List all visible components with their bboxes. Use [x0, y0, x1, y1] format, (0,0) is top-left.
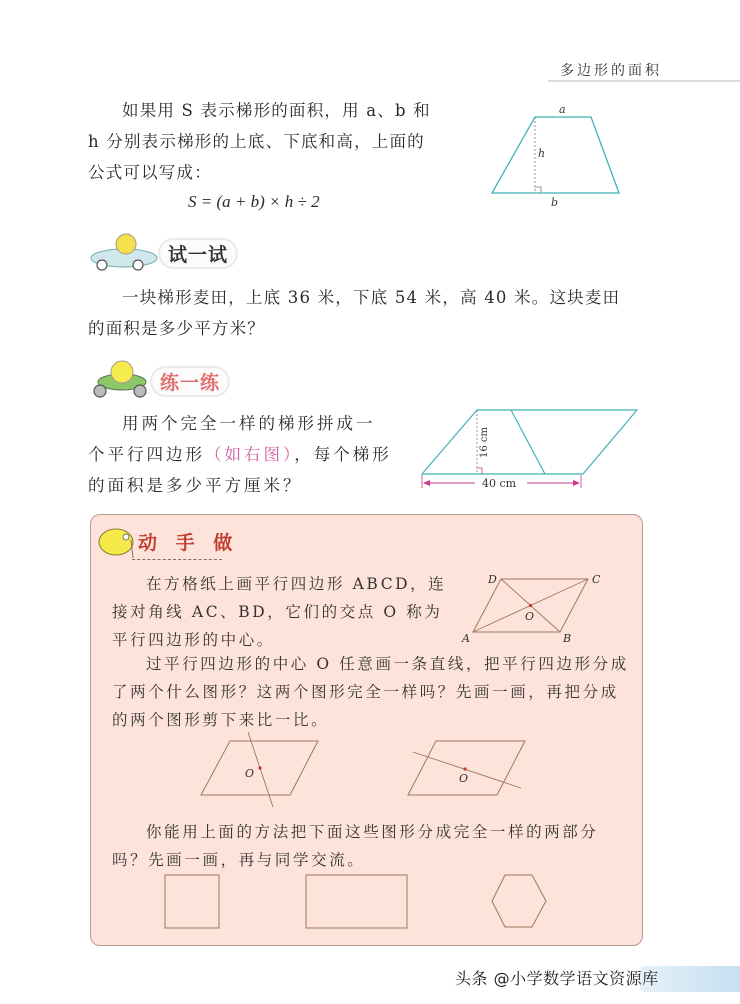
- hands-on-paragraph-1: [112, 570, 462, 654]
- area-formula: S = (a + b) × h ÷ 2: [188, 192, 320, 211]
- vertex-b-label: B: [563, 632, 572, 645]
- trapezoid-figure: [485, 100, 625, 212]
- watermark: 头条 @小学数学语文资源库: [455, 969, 659, 988]
- hands-line: 的两个图形剪下来比一比。: [112, 711, 330, 729]
- hands-line: 在方格纸上画平行四边形 ABCD，连: [146, 575, 447, 593]
- label-b: b: [551, 196, 559, 209]
- practice-badge: 练一练: [150, 366, 230, 397]
- hands-line: 平行四边形的中心。: [112, 631, 275, 649]
- hands-on-paragraph-3: [112, 818, 637, 874]
- vertex-d-label: D: [488, 573, 497, 586]
- hands-line: 接对角线 AC、BD，它们的交点 O 称为: [112, 603, 443, 621]
- practice-line: 用两个完全一样的梯形拼成一: [122, 414, 376, 433]
- divided-parallelograms-figure: [195, 730, 535, 810]
- try-it-badge: 试一试: [158, 238, 238, 269]
- label-a: a: [559, 103, 566, 116]
- try-it-line: 的面积是多少平方米？: [88, 319, 265, 338]
- practice-line: 的面积是多少平方厘米？: [88, 476, 303, 495]
- intro-paragraph: [88, 95, 458, 188]
- section-title: 多边形的面积: [560, 63, 662, 79]
- vertex-a-label: A: [462, 632, 470, 645]
- base-label: 40 cm: [482, 477, 517, 490]
- try-it-paragraph: [88, 282, 648, 344]
- title-underline: [132, 558, 222, 560]
- hands-line: 你能用上面的方法把下面这些图形分成完全一样的两部分: [146, 823, 599, 841]
- center-o-label: O: [245, 767, 255, 780]
- hexagon-shape: [492, 875, 546, 927]
- label-h: h: [538, 147, 546, 160]
- see-right-figure-note: （如右图）: [205, 445, 295, 464]
- square-shape: [165, 875, 219, 928]
- chick-mascot-icon: [96, 522, 140, 562]
- rectangle-shape: [306, 875, 407, 928]
- parallelogram-abcd-figure: [455, 565, 615, 645]
- intro-line: h 分别表示梯形的上底、下底和高，上面的: [88, 132, 425, 151]
- hands-on-title: 动 手 做: [138, 532, 239, 554]
- intro-line: 公式可以写成：: [88, 163, 212, 182]
- motorcycle-mascot-icon: [88, 360, 156, 400]
- vertex-c-label: C: [592, 573, 601, 586]
- center-o-label: O: [525, 610, 535, 623]
- center-o-label: O: [459, 772, 469, 785]
- practice-line: 个平行四边形（如右图），每个梯形: [88, 445, 392, 464]
- shapes-to-divide: [150, 870, 570, 932]
- hands-line: 过平行四边形的中心 O 任意画一条直线，把平行四边形分成: [146, 655, 629, 673]
- hands-on-paragraph-2: [112, 650, 637, 734]
- header-divider: [548, 80, 740, 82]
- practice-paragraph: [88, 408, 408, 501]
- height-label: 16 cm: [479, 427, 490, 458]
- hands-line: 吗？先画一画，再与同学交流。: [112, 851, 366, 869]
- try-it-line: 一块梯形麦田，上底 36 米，下底 54 米，高 40 米。这块麦田: [122, 288, 621, 307]
- hands-line: 了两个什么图形？这两个图形完全一样吗？先画一画，再把分成: [112, 683, 619, 701]
- car-mascot-icon: [88, 232, 160, 272]
- two-trapezoids-figure: [415, 400, 645, 495]
- intro-line: 如果用 S 表示梯形的面积，用 a、b 和: [122, 101, 431, 120]
